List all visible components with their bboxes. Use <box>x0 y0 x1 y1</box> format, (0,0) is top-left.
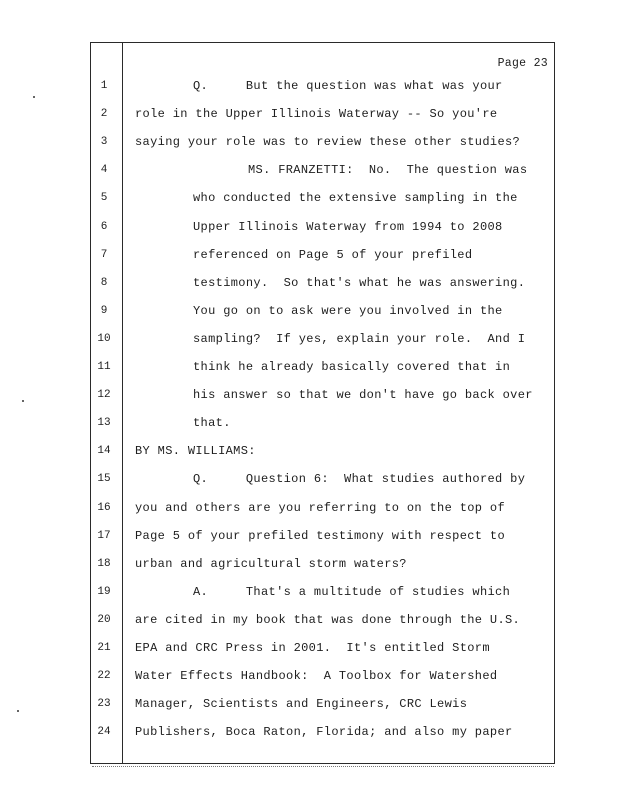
transcript-line <box>0 78 618 98</box>
line-text: EPA and CRC Press in 2001. It's entitled Storm <box>135 641 490 655</box>
transcript-line <box>0 668 618 688</box>
line-text: Water Effects Handbook: A Toolbox for Watershed <box>135 669 498 684</box>
line-number: 20 <box>97 613 111 626</box>
line-text: urban and agricultural storm waters? <box>135 556 407 571</box>
line-text: A. That's a multitude of studies which <box>193 584 511 599</box>
line-text: sampling? If yes, explain your role. And I <box>193 331 526 346</box>
line-text: Manager, Scientists and Engineers, CRC Lewis <box>135 697 468 712</box>
transcript-line <box>0 724 618 744</box>
line-number: 17 <box>97 529 111 542</box>
transcript-line <box>0 106 618 126</box>
line-text: Q. Question 6: What studies authored by <box>193 472 526 487</box>
transcript-line <box>0 359 618 379</box>
transcript-line <box>0 190 618 210</box>
line-number: 2 <box>100 108 108 121</box>
line-text: Q. But the question was what was your <box>193 79 503 93</box>
transcript-line <box>0 471 618 491</box>
line-number: 5 <box>100 192 108 205</box>
line-text: You go on to ask were you involved in the <box>193 303 503 318</box>
line-text: that. <box>193 416 231 431</box>
transcript-line <box>0 528 618 548</box>
transcript-line <box>0 219 618 239</box>
line-number: 1 <box>100 80 108 92</box>
line-number: 12 <box>97 389 111 402</box>
scan-speck <box>22 400 24 402</box>
transcript-line <box>0 387 618 407</box>
line-number: 9 <box>100 304 108 317</box>
line-text: Page 5 of your prefiled testimony with respect to <box>135 528 506 543</box>
transcript-line <box>0 275 618 295</box>
line-number: 21 <box>97 642 111 654</box>
line-number: 23 <box>97 698 111 711</box>
line-number: 7 <box>100 248 108 261</box>
line-text: MS. FRANZETTI: No. The question was <box>248 163 528 178</box>
line-text: testimony. So that's what he was answering. <box>193 275 526 290</box>
page-number: Page 23 <box>497 57 548 70</box>
transcript-line <box>0 556 618 576</box>
line-number: 11 <box>97 361 111 373</box>
line-number: 4 <box>100 164 108 177</box>
transcript-line <box>0 443 618 463</box>
transcript-line <box>0 584 618 604</box>
line-text: think he already basically covered that in <box>193 360 511 374</box>
transcript-line <box>0 500 618 520</box>
scan-speck <box>33 96 35 98</box>
transcript-line <box>0 696 618 716</box>
transcript-line <box>0 640 618 660</box>
scan-speck <box>17 710 19 712</box>
transcript-line <box>0 247 618 267</box>
line-text: BY MS. WILLIAMS: <box>135 444 256 459</box>
transcript-line <box>0 134 618 154</box>
line-number: 13 <box>97 417 111 430</box>
line-number: 3 <box>100 136 108 149</box>
line-text: his answer so that we don't have go back over <box>193 388 533 403</box>
line-text: role in the Upper Illinois Waterway -- So you're <box>135 107 498 122</box>
line-number: 10 <box>97 332 111 345</box>
line-number: 22 <box>97 670 111 683</box>
line-text: you and others are you referring to on the top of <box>135 500 506 515</box>
line-number: 14 <box>97 445 111 458</box>
line-number: 8 <box>100 276 108 289</box>
transcript-line <box>0 612 618 632</box>
line-text: are cited in my book that was done through the U.S. <box>135 612 521 627</box>
line-text: who conducted the extensive sampling in the <box>193 191 518 206</box>
line-number: 24 <box>97 726 111 739</box>
line-number: 15 <box>97 473 111 486</box>
line-number: 16 <box>97 501 111 514</box>
line-text: saying your role was to review these other studies? <box>135 135 521 150</box>
line-text: referenced on Page 5 of your prefiled <box>193 247 473 262</box>
transcript-line <box>0 162 618 182</box>
line-number: 18 <box>97 557 111 570</box>
line-number: 6 <box>100 220 108 233</box>
transcript-line <box>0 303 618 323</box>
line-text: Upper Illinois Waterway from 1994 to 2008 <box>193 219 503 234</box>
line-text: Publishers, Boca Raton, Florida; and also my paper <box>135 725 513 740</box>
transcript-line <box>0 331 618 351</box>
line-number: 19 <box>97 585 111 598</box>
transcript-line <box>0 415 618 435</box>
scan-artifact-line <box>92 766 554 769</box>
